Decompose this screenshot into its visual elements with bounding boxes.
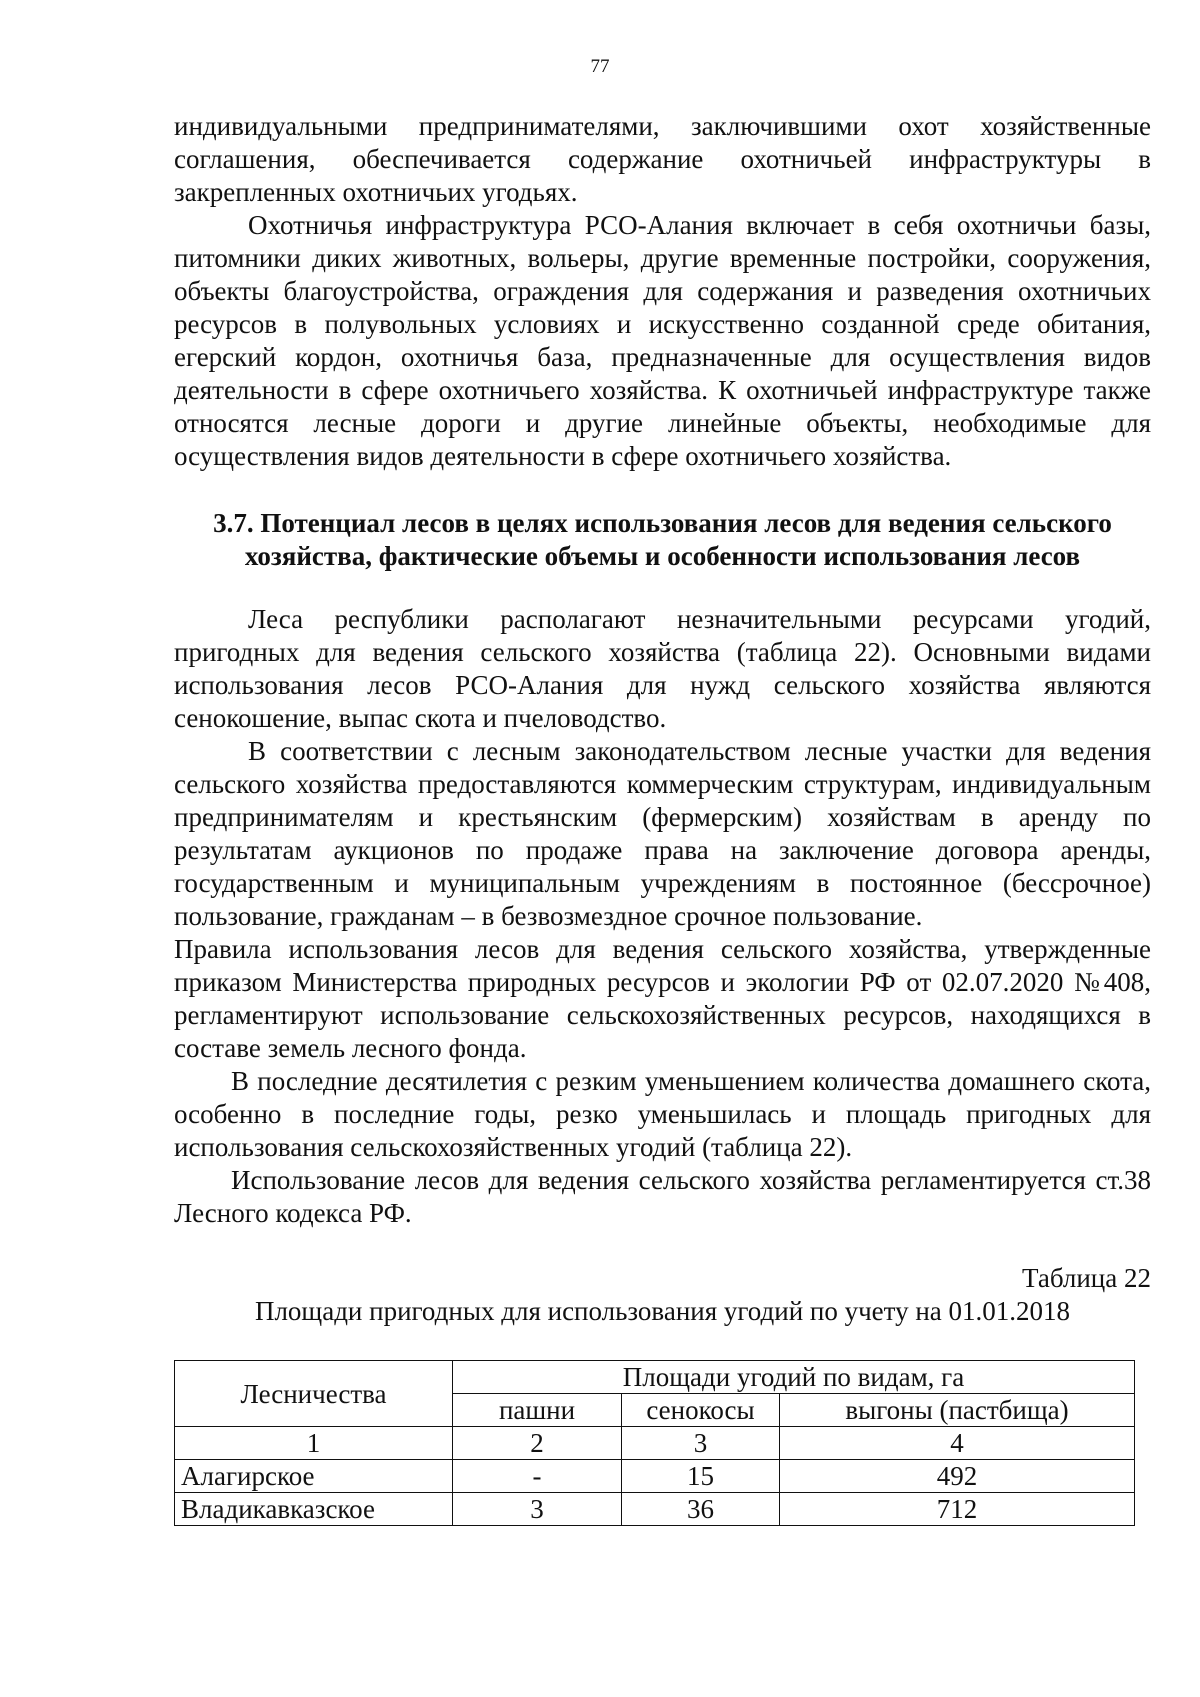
table-cell: - — [453, 1460, 622, 1493]
table-cell: 712 — [780, 1493, 1135, 1526]
table-cell: 2 — [453, 1427, 622, 1460]
table-cell: 492 — [780, 1460, 1135, 1493]
table-title: Площади пригодных для использования угодий по учету на 01.01.2018 — [254, 1296, 1071, 1326]
paragraph: Леса республики располагают незначительными ресурсами угодий, пригодных для ведения сельского хозяйства (таблица 22). Основными видами использования лесов РСО-Алания для нужд сельского хозяйства являются сенокошение, выпас скота и пчеловодство. — [174, 604, 1151, 733]
section-heading — [174, 507, 1151, 573]
table-cell: 1 — [175, 1427, 453, 1460]
page-number: 77 — [590, 56, 610, 77]
forestry-areas-table — [174, 1360, 1135, 1526]
paragraph: Правила использования лесов для ведения сельского хозяйства, утвержденные приказом Министерства природных ресурсов и экологии РФ от 02.07.2020 №408, регламентируют использование сельскохозяйственных ресурсов, находящихся в составе земель лесного фонда. — [174, 934, 1151, 1063]
document-body — [174, 110, 1151, 1526]
header-col: сенокосы — [622, 1394, 780, 1427]
table-caption: Таблица 22 — [1022, 1263, 1151, 1293]
paragraph: В соответствии с лесным законодательством лесные участки для ведения сельского хозяйства предоставляются коммерческим структурам, индивидуальным предпринимателям и крестьянским (фермерским) хозяйствам в аренду по результатам аукционов по продаже права на заключение договора аренды, государственным и муниципальным учреждениям в постоянное (бессрочное) пользование, гражданам – в безвозмездное срочное пользование. — [174, 736, 1151, 931]
table-row — [175, 1460, 1135, 1493]
table-cell: 4 — [780, 1427, 1135, 1460]
header-col: пашни — [453, 1394, 622, 1427]
table-header-row — [175, 1361, 1135, 1394]
table-cell: 15 — [622, 1460, 780, 1493]
table-cell: Владикавказское — [175, 1493, 453, 1526]
section-heading-line: хозяйства, фактические объемы и особенности использования лесов — [244, 541, 1081, 571]
table-cell: Алагирское — [175, 1460, 453, 1493]
table-cell: 36 — [622, 1493, 780, 1526]
header-col: выгоны (пастбища) — [780, 1394, 1135, 1427]
table-cell: 3 — [453, 1493, 622, 1526]
table-cell: 3 — [622, 1427, 780, 1460]
section-heading-line: 3.7. Потенциал лесов в целях использования лесов для ведения сельского — [213, 508, 1112, 538]
paragraph: Использование лесов для ведения сельского хозяйства регламентируется ст.38 Лесного кодекса РФ. — [174, 1165, 1151, 1228]
header-area-group: Площади угодий по видам, га — [453, 1361, 1135, 1394]
paragraph: индивидуальными предпринимателями, заключившими охот хозяйственные соглашения, обеспечивается содержание охотничьей инфраструктуры в закрепленных охотничьих угодьях. — [174, 111, 1151, 207]
paragraph: В последние десятилетия с резким уменьшением количества домашнего скота, особенно в последние годы, резко уменьшилась и площадь пригодных для использования сельскохозяйственных угодий (таблица 22). — [174, 1066, 1151, 1162]
table-numbering-row — [175, 1427, 1135, 1460]
paragraph: Охотничья инфраструктура РСО-Алания включает в себя охотничьи базы, питомники диких животных, вольеры, другие временные постройки, сооружения, объекты благоустройства, ограждения для содержания и разведения охотничьих ресурсов в полувольных условиях и искусственно созданной среде обитания, егерский кордон, охотничья база, предназначенные для осуществления видов деятельности в сфере охотничьего хозяйства. К охотничьей инфраструктуре также относятся лесные дороги и другие линейные объекты, необходимые для осуществления видов деятельности в сфере охотничьего хозяйства. — [174, 210, 1151, 471]
table-row — [175, 1493, 1135, 1526]
header-forestry: Лесничества — [175, 1361, 453, 1427]
